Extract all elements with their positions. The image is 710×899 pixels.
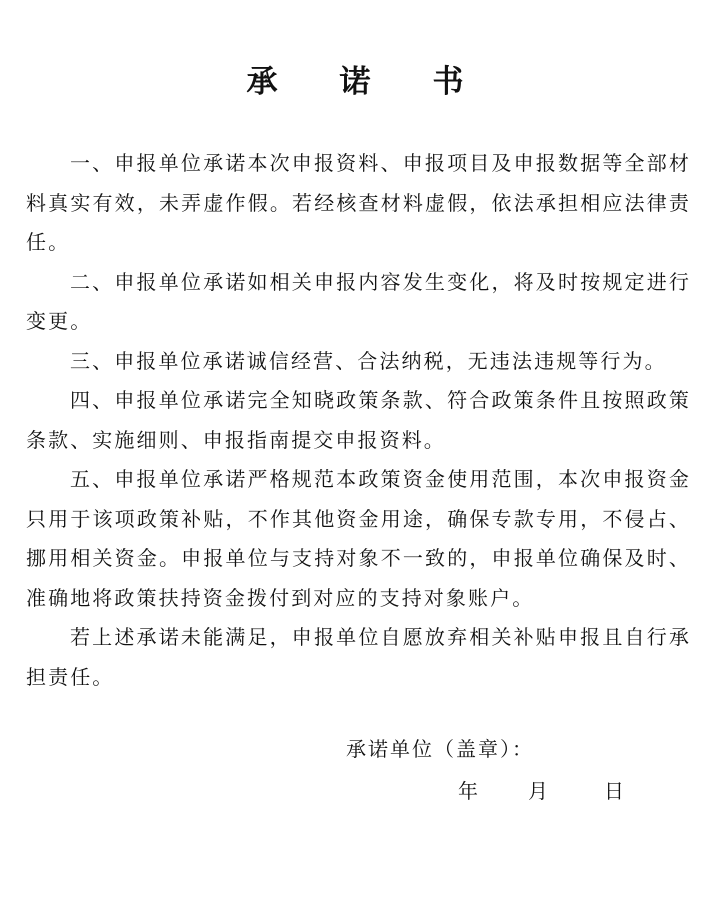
commitment-paragraph-2: 二、申报单位承诺如相关申报内容发生变化，将及时按规定进行变更。: [26, 269, 691, 333]
commitment-paragraph-3: 三、申报单位承诺诚信经营、合法纳税，无违法违规等行为。: [70, 348, 667, 373]
signature-label: 承诺单位（盖章）：: [346, 737, 534, 761]
commitment-paragraph-1: 一、申报单位承诺本次申报资料、申报项目及申报数据等全部材料真实有效，未弄虚作假。若经核查材料虚假，依法承担相应法律责任。: [26, 151, 691, 254]
date-year-label: 年: [458, 779, 478, 803]
document-title: 承诺书: [246, 64, 526, 100]
commitment-paragraph-4: 四、申报单位承诺完全知晓政策条款、符合政策条件且按照政策条款、实施细则、申报指南提交申报资料。: [26, 388, 691, 452]
commitment-closing-paragraph: 若上述承诺未能满足，申报单位自愿放弃相关补贴申报且自行承担责任。: [26, 625, 691, 689]
document-body: [26, 144, 691, 697]
date-day-label: 日: [604, 779, 624, 803]
commitment-paragraph-5: 五、申报单位承诺严格规范本政策资金使用范围，本次申报资金只用于该项政策补贴，不作其他资金用途，确保专款专用，不侵占、挪用相关资金。申报单位与支持对象不一致的，申报单位确保及时、准确地将政策扶持资金拨付到对应的支持对象账户。: [26, 467, 691, 610]
date-month-label: 月: [528, 779, 548, 803]
date-line: [458, 775, 624, 807]
